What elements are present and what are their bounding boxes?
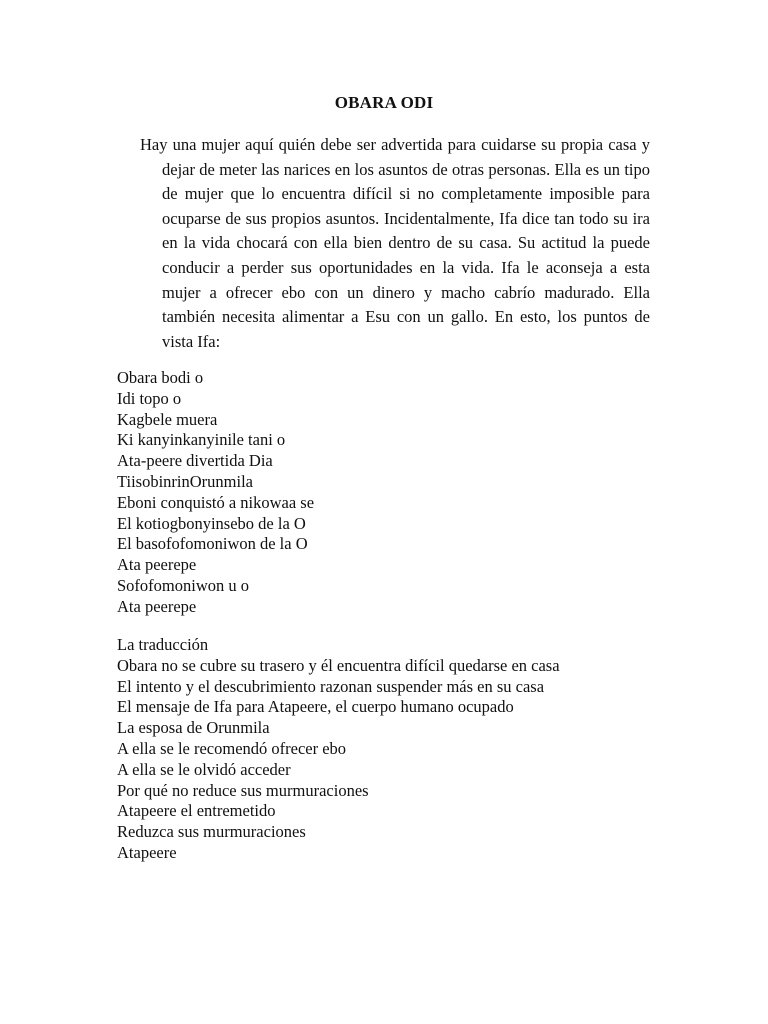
translation-line: El mensaje de Ifa para Atapeere, el cuerpo humano ocupado: [117, 697, 514, 717]
verse-line: TiisobinrinOrunmila: [117, 471, 253, 491]
translation-line: Atapeere el entremetido: [117, 801, 276, 821]
translation-line: A ella se le recomendó ofrecer ebo: [117, 738, 347, 758]
translation-line: Atapeere: [117, 842, 177, 862]
translation-line: Reduzca sus murmuraciones: [117, 822, 306, 842]
verse-line: El basofofomoniwon de la O: [117, 534, 308, 554]
verse-line: Kagbele muera: [117, 409, 218, 429]
verse-line: El kotiogbonyinsebo de la O: [117, 513, 306, 533]
verse-line: Ki kanyinkanyinile tani o: [117, 430, 286, 450]
translation-line: El intento y el descubrimiento razonan suspender más en su casa: [117, 676, 545, 696]
verse-block: [117, 368, 314, 618]
verse-line: Ata peerepe: [117, 596, 197, 616]
translation-line: Por qué no reduce sus murmuraciones: [117, 780, 369, 800]
verse-line: Ata peerepe: [117, 555, 197, 575]
translation-line: La esposa de Orunmila: [117, 718, 270, 738]
verse-line: Idi topo o: [117, 388, 182, 408]
translation-line: A ella se le olvidó acceder: [117, 759, 291, 779]
translation-block: [117, 635, 560, 864]
translation-line: Obara no se cubre su trasero y él encuentra difícil quedarse en casa: [117, 655, 560, 675]
translation-heading: La traducción: [117, 635, 209, 654]
page-title: OBARA ODI: [334, 93, 434, 112]
verse-line: Sofofomoniwon u o: [117, 575, 249, 595]
intro-paragraph: Hay una mujer aquí quién debe ser advertida para cuidarse su propia casa y dejar de meter las narices en los asuntos de otras personas. Ella es un tipo de mujer que lo encuentra difícil si no completamente imposible para ocuparse de sus propios asuntos. Incidentalmente, Ifa dice tan todo su ira en la vida chocará con ella bien dentro de su casa. Su actitud la puede conducir a perder sus oportunidades en la vida. Ifa le aconseja a esta mujer a ofrecer ebo con un dinero y macho cabrío madurado. Ella también necesita alimentar a Esu con un gallo. En esto, los puntos de vista Ifa:: [140, 135, 650, 351]
verse-line: Obara bodi o: [117, 368, 204, 387]
verse-line: Eboni conquistó a nikowaa se: [117, 492, 315, 512]
verse-line: Ata-peere divertida Dia: [117, 451, 273, 471]
